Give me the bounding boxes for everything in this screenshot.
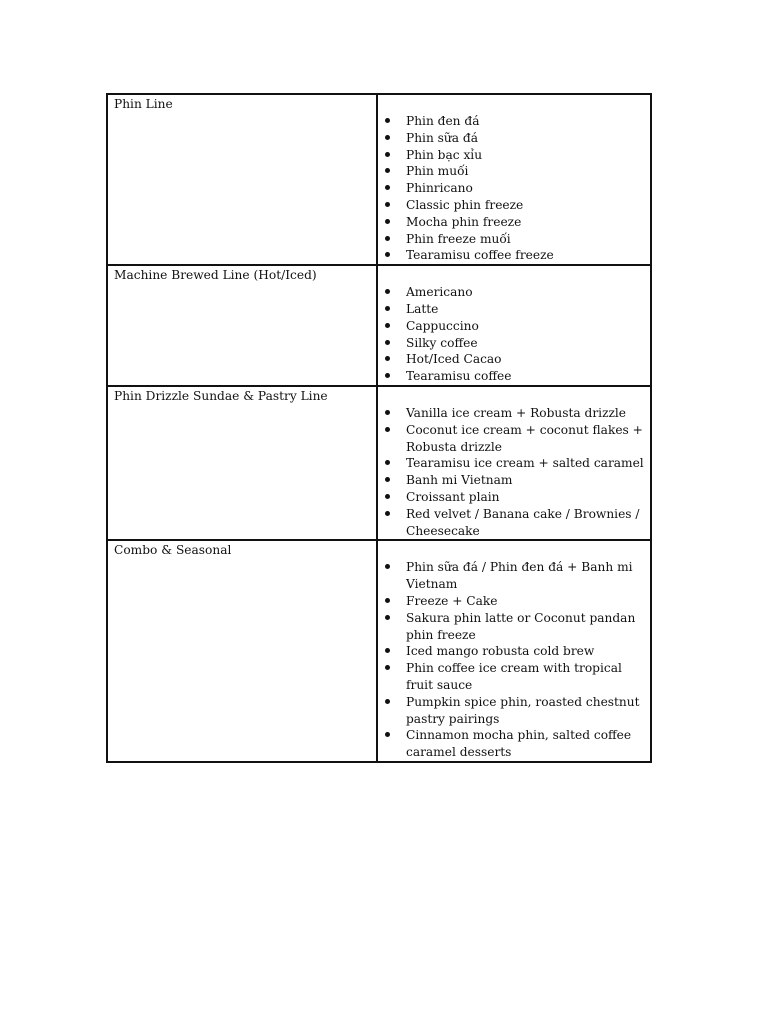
- category-label: Phin Drizzle Sundae & Pastry Line: [114, 388, 328, 403]
- list-item: Red velvet / Banana cake / Brownies / Cheesecake: [406, 506, 644, 540]
- items-cell: [377, 94, 651, 265]
- category-label: Phin Line: [114, 97, 173, 111]
- list-item: Banh mi Vietnam: [406, 472, 644, 489]
- list-item: Coconut ice cream + coconut flakes + Robusta drizzle: [406, 422, 643, 454]
- list-item: Freeze + Cake: [406, 593, 644, 610]
- list-item: Tearamisu coffee freeze: [406, 247, 644, 264]
- items-list: [378, 541, 650, 761]
- list-item: Phin freeze muối: [406, 231, 644, 248]
- list-item: Tearamisu coffee: [406, 368, 644, 385]
- items-cell: [377, 540, 651, 762]
- category-cell: [107, 540, 377, 762]
- category-cell: [107, 265, 377, 386]
- list-item: Sakura phin latte or Coconut pandan phin freeze: [406, 610, 644, 644]
- list-item: Phin coffee ice cream with tropical fruit sauce: [406, 660, 644, 694]
- list-item: Phinricano: [406, 180, 644, 197]
- list-item: Hot/Iced Cacao: [406, 351, 644, 368]
- list-item: Phin đen đá: [406, 113, 644, 130]
- list-item: Cinnamon mocha phin, salted coffee caramel desserts: [406, 727, 644, 761]
- list-item: Mocha phin freeze: [406, 214, 644, 231]
- list-item: Vanilla ice cream + Robusta drizzle: [406, 405, 644, 422]
- list-item: Phin sữa đá: [406, 130, 644, 147]
- menu-table-body: [107, 94, 651, 762]
- list-item: Americano: [406, 284, 644, 301]
- list-item: Phin sữa đá / Phin đen đá + Banh mi Vietnam: [406, 559, 644, 593]
- list-item: Latte: [406, 301, 644, 318]
- menu-table: [106, 93, 652, 763]
- table-row: [107, 540, 651, 762]
- items-list: [378, 387, 650, 539]
- category-cell: [107, 94, 377, 265]
- items-cell: [377, 386, 651, 540]
- list-item: Classic phin freeze: [406, 197, 644, 214]
- list-item: Iced mango robusta cold brew: [406, 643, 644, 660]
- category-label: Combo & Seasonal: [114, 543, 232, 558]
- category-cell: [107, 386, 377, 540]
- table-row: [107, 94, 651, 265]
- table-row: [107, 265, 651, 386]
- list-item: Phin bạc xỉu: [406, 147, 644, 164]
- category-label: Machine Brewed Line (Hot/Iced): [114, 268, 317, 283]
- list-item: Croissant plain: [406, 489, 644, 506]
- list-item: Pumpkin spice phin, roasted chestnut pastry pairings: [406, 694, 644, 728]
- items-list: [378, 266, 650, 385]
- list-item: Cappuccino: [406, 318, 644, 335]
- list-item: Tearamisu ice cream + salted caramel: [406, 456, 644, 471]
- items-list: [378, 95, 650, 264]
- list-item: Phin muối: [406, 163, 644, 180]
- list-item: Silky coffee: [406, 335, 644, 352]
- table-row: [107, 386, 651, 540]
- items-cell: [377, 265, 651, 386]
